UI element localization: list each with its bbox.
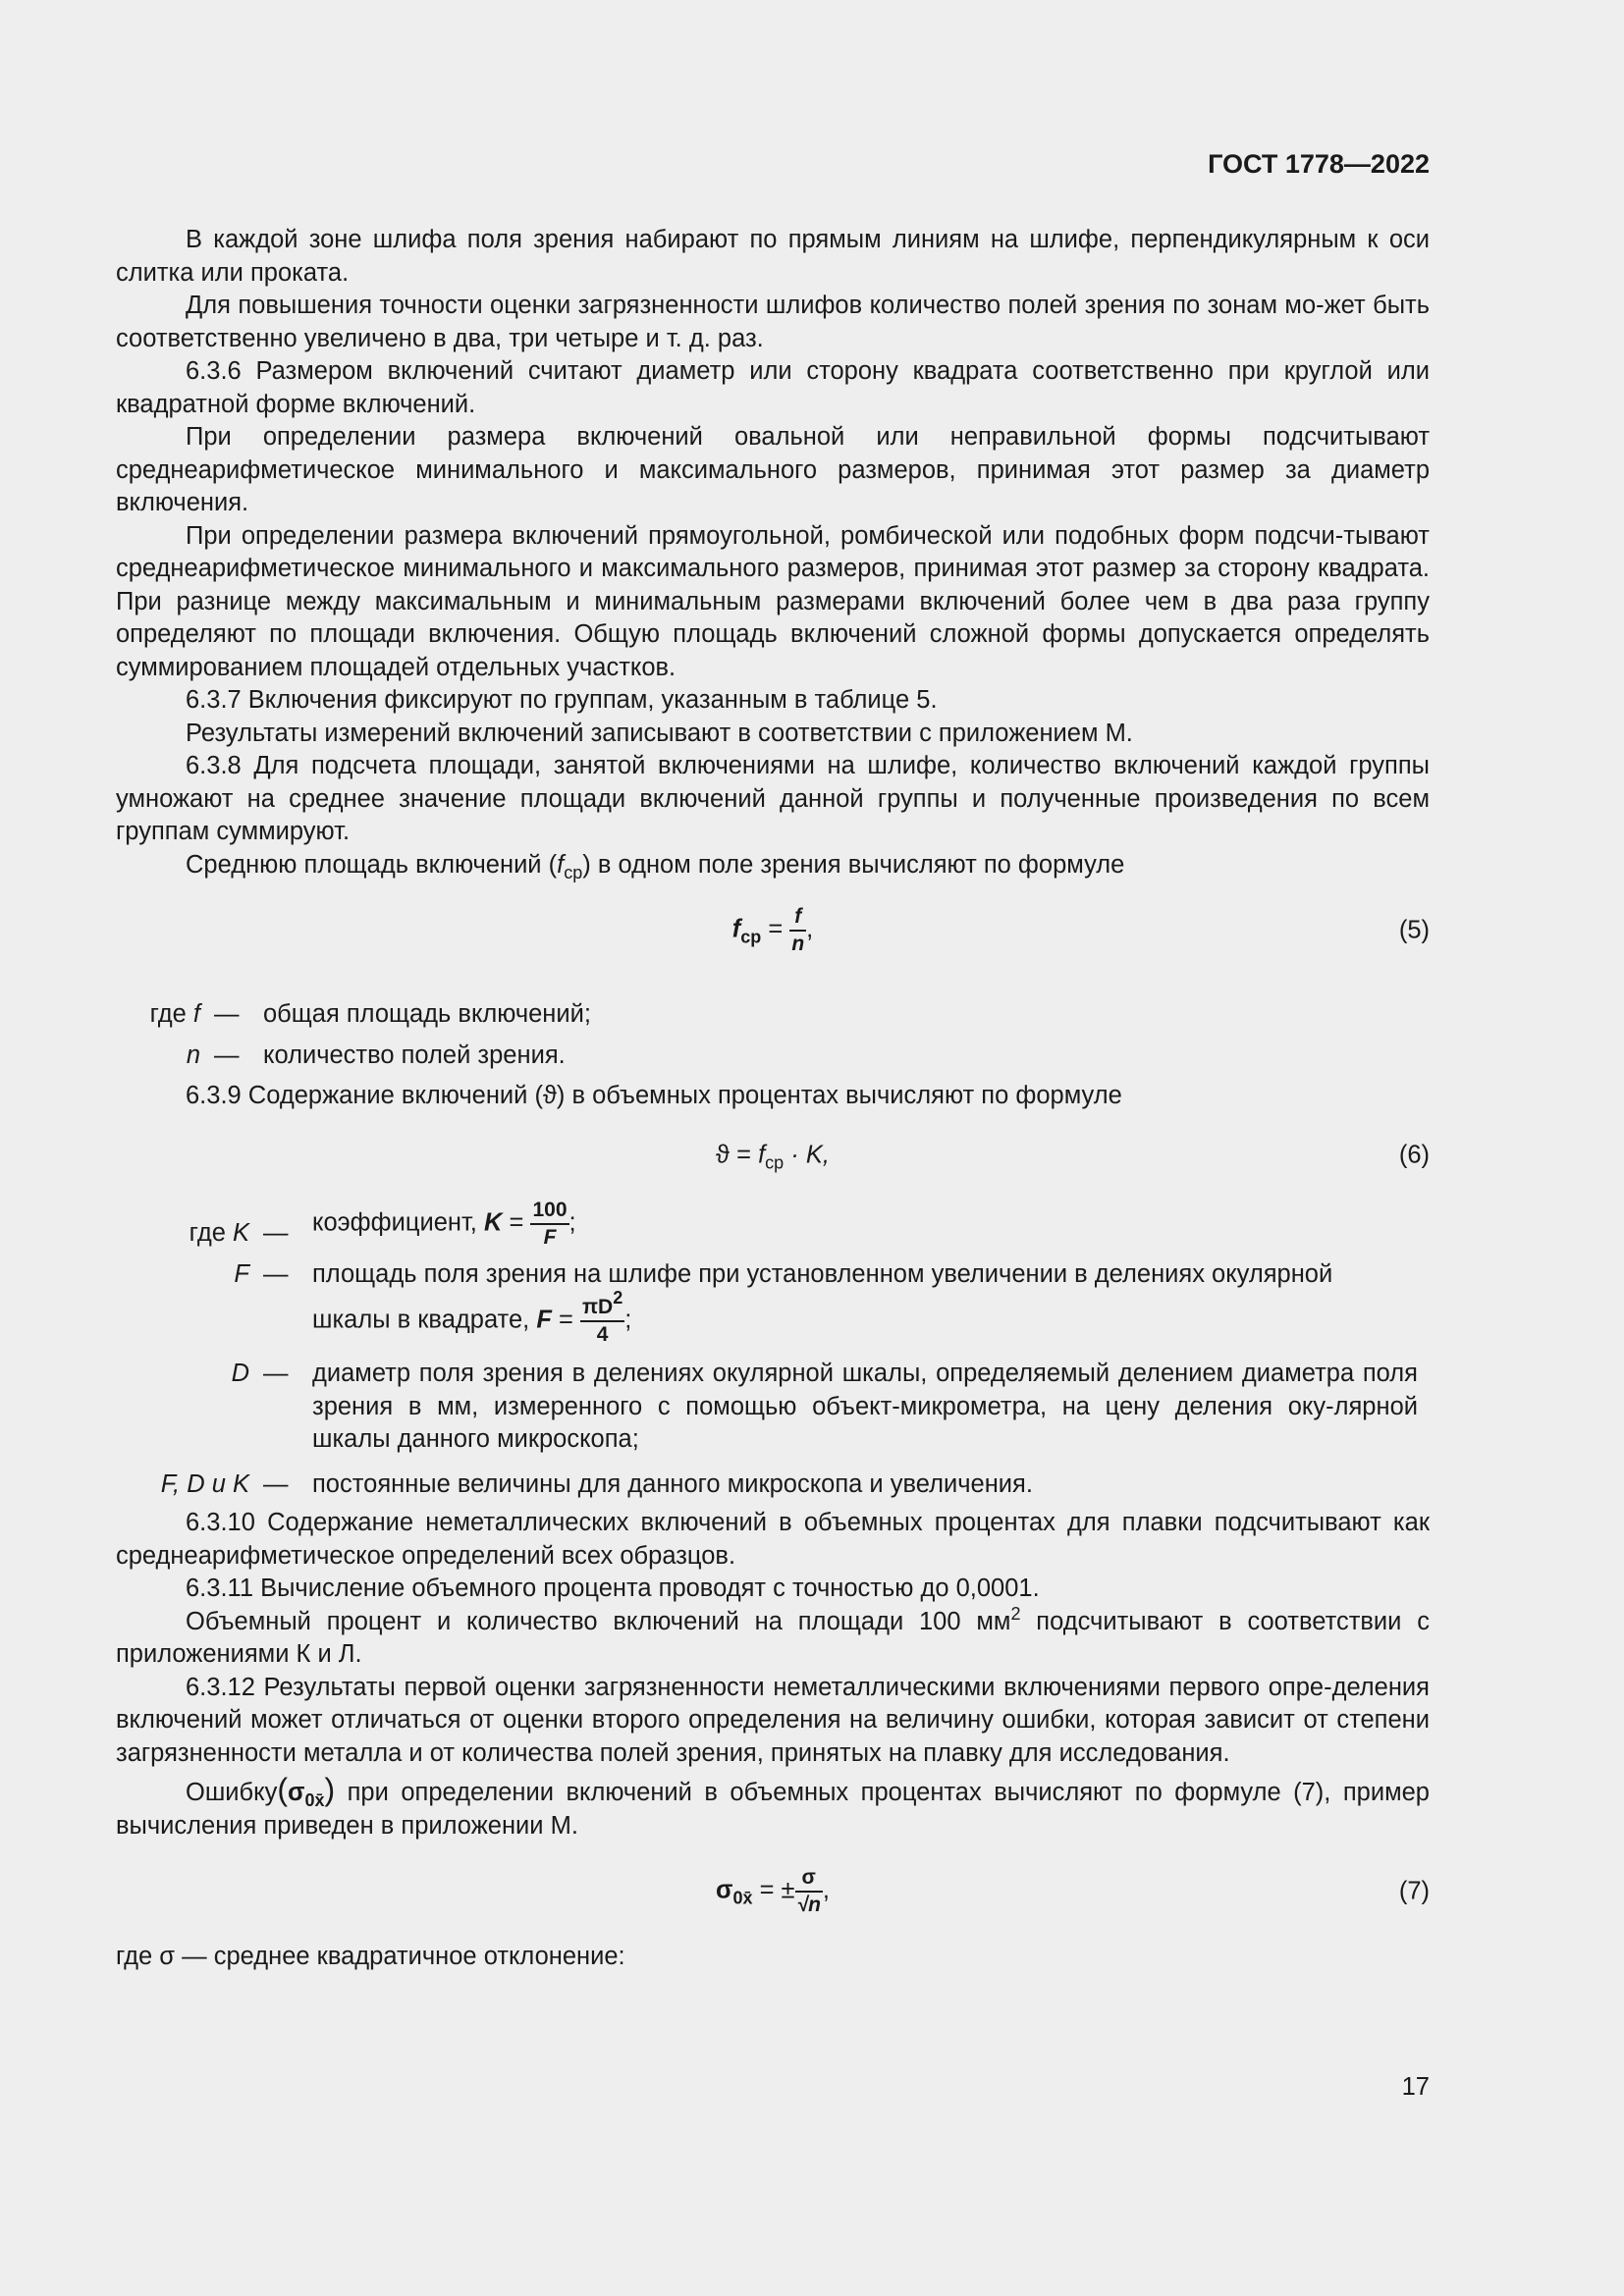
paragraph: Результаты измерений включений записывают в соответствии с приложением М.	[186, 719, 1133, 747]
paragraph: В каждой зоне шлифа поля зрения набирают по прямым линиям на шлифе, перпендикулярным к оси слитка или проката.	[116, 226, 1430, 287]
where-dash: —	[214, 1041, 240, 1069]
numerator: σ	[795, 1865, 823, 1893]
paragraph: При определении размера включений овальной или неправильной формы подсчитывают среднеарифметическое минимального и максимального размеров, принимая этот размер за диаметр включения.	[116, 423, 1430, 516]
where-description: количество полей зрения.	[263, 1041, 566, 1069]
superscript: 2	[1010, 1603, 1021, 1624]
where-symbol	[116, 1258, 263, 1359]
formula-rest: · K,	[784, 1140, 830, 1168]
text: при определении включений в объемных процентах вычисляют по формуле (7), пример вычисления приведен в приложении М.	[116, 1779, 1430, 1840]
formula-7	[116, 1842, 1430, 1941]
formula-5-expression	[116, 904, 1430, 957]
paragraph-6-3-9: 6.3.9 Содержание включений (ϑ) в объемных процентах вычисляют по формуле	[186, 1082, 1122, 1109]
where-dash: —	[263, 1259, 289, 1288]
variable: f	[758, 1140, 766, 1168]
where-text: площадь поля зрения на шлифе при установленном увеличении в делениях окулярной	[312, 1259, 1333, 1288]
paragraph	[116, 1603, 1430, 1672]
paren-close: )	[324, 1772, 336, 1807]
fraction	[789, 904, 806, 957]
subscript: ср	[564, 862, 583, 882]
where-symbol	[116, 1198, 263, 1258]
where-symbol	[116, 1035, 214, 1076]
paragraph-error-intro	[116, 1774, 1430, 1842]
paragraph-6-3-10: 6.3.10 Содержание неметаллических включений в объемных процентах для плавки подсчитывают как среднеарифметическое определений всех образцов.	[116, 1509, 1430, 1570]
fraction	[580, 1288, 624, 1348]
denominator: n	[791, 933, 805, 955]
text: подсчитывают в соответствии с приложениями К и Л.	[116, 1607, 1430, 1668]
paragraph-6-3-12: 6.3.12 Результаты первой оценки загрязненности неметаллическими включениями первого опре-деления включений может отличаться от оценки второго определения на величину ошибки, которая зависит от степени загрязненности металла и от количества полей зрения, принятых на плавку для исследования.	[116, 1673, 1430, 1767]
where-dash: —	[263, 1469, 289, 1498]
paragraph: При определении размера включений прямоугольной, ромбической или подобных форм подсчи-тывают среднеарифметическое минимального и максимального размеров, принимая этот размер за сторону квадрата. При разнице между максимальным и минимальным размерами включений более чем в два раза группу определяют по площади включения. Общую площадь включений сложной формы допускается определять суммированием площадей отдельных участков.	[116, 521, 1430, 681]
fraction	[530, 1198, 568, 1251]
where-variable: D	[231, 1360, 249, 1387]
equals-sign: =	[768, 915, 784, 943]
paragraph-6-3-11: 6.3.11 Вычисление объемного процента проводят с точностью до 0,0001.	[186, 1575, 1040, 1602]
formula-lhs-sub: ср	[740, 927, 762, 947]
text: Объемный процент и количество включений на площади 100 мм	[186, 1607, 1011, 1635]
page-number: 17	[1401, 2073, 1430, 2101]
paragraph-6-3-6: 6.3.6 Размером включений считают диаметр или сторону квадрата соответственно при круглой или квадратной форме включений.	[116, 357, 1430, 418]
where-description: общая площадь включений;	[263, 1000, 591, 1028]
formula-6-expression	[116, 1139, 1430, 1172]
text: ) в одном поле зрения вычисляют по формуле	[582, 850, 1125, 879]
where-text-line2: шкалы в квадрате, F = $\frac{\pi D^2}{4}$ ;	[312, 1288, 632, 1346]
formula-number: (6)	[1398, 1140, 1430, 1168]
subscript: 0x̄	[304, 1790, 325, 1810]
subscript: ср	[765, 1151, 785, 1172]
where-variable: F	[234, 1259, 249, 1288]
formula-lhs-sub: 0x̄	[732, 1888, 753, 1908]
where-variable: K	[232, 1218, 249, 1247]
where-list-1	[116, 993, 1430, 1076]
paren-open: (	[277, 1772, 288, 1807]
where-dash: —	[263, 1360, 289, 1387]
paragraph-6-3-7: 6.3.7 Включения фиксируют по группам, указанным в таблице 5.	[186, 686, 938, 714]
numerator	[580, 1288, 624, 1322]
where-symbol: F, D и K	[160, 1469, 249, 1498]
formula-lhs: F	[536, 1306, 552, 1334]
where-variable: f	[192, 1000, 200, 1028]
formula-tail: ;	[624, 1306, 632, 1334]
text: Среднюю площадь включений (	[186, 850, 558, 879]
where-description	[312, 1258, 1430, 1359]
standard-header: ГОСТ 1778—2022	[1208, 149, 1430, 179]
numerator: 100	[530, 1198, 568, 1225]
where-list-2	[116, 1198, 1430, 1502]
formula-tail: ,	[822, 1876, 830, 1904]
where-dash: —	[263, 1218, 289, 1247]
numerator: f	[789, 904, 806, 932]
formula-lhs: ϑ =	[716, 1140, 759, 1168]
where-description: коэффициент, K = $\frac{100}{F}$ ;	[312, 1198, 576, 1249]
text: Ошибку	[186, 1779, 278, 1806]
formula-6	[116, 1113, 1430, 1198]
where-variable: n	[186, 1041, 200, 1069]
formula-tail: ,	[806, 915, 814, 943]
variable: f	[557, 850, 565, 879]
paragraph-6-3-8: 6.3.8 Для подсчета площади, занятой включениями на шлифе, количество включений каждой группы умножают на среднее значение площади включений данной группы и полученные произведения по всем группам суммируют.	[116, 752, 1430, 845]
formula-lhs: σ	[715, 1876, 733, 1904]
formula-number: (5)	[1398, 916, 1430, 944]
formula-tail: ;	[568, 1208, 576, 1237]
formula-5	[116, 881, 1430, 980]
formula-lhs: K	[484, 1208, 503, 1237]
where-text: коэффициент,	[312, 1208, 477, 1237]
numerator-text: πD	[581, 1296, 614, 1318]
where-symbol	[116, 1358, 263, 1468]
denominator: 4	[596, 1323, 609, 1346]
where-prefix: где	[149, 1000, 187, 1028]
paragraph-formula-intro	[116, 849, 1430, 882]
denominator: F	[543, 1225, 557, 1249]
formula-number: (7)	[1398, 1877, 1430, 1905]
sigma-symbol: σ	[288, 1779, 305, 1806]
where-description: диаметр поля зрения в делениях окулярной шкалы, определяемый делением диаметра поля зрения в мм, измеренного с помощью объект-микрометра, на цену деления оку-лярной шкалы данного микроскопа;	[312, 1360, 1418, 1453]
paragraph-sigma-definition: где σ — среднее квадратичное отклонение:	[116, 1943, 625, 1970]
where-dash: —	[214, 1000, 240, 1028]
where-description: постоянные величины для данного микроскопа и увеличения.	[312, 1469, 1033, 1498]
where-prefix: где	[189, 1218, 226, 1247]
where-symbol	[116, 993, 214, 1035]
formula-7-expression	[116, 1865, 1430, 1918]
formula-lhs: f	[731, 915, 741, 943]
paragraph: Для повышения точности оценки загрязненности шлифов количество полей зрения по зонам мо-жет быть соответственно увеличено в два, три четыре и т. д. раз.	[116, 292, 1430, 352]
document-body	[116, 224, 1430, 1974]
equals-sign: = ±	[759, 1876, 795, 1904]
superscript: 2	[613, 1288, 623, 1308]
where-text: шкалы в квадрате,	[312, 1306, 530, 1334]
fraction	[795, 1865, 823, 1918]
denominator: √n	[796, 1894, 821, 1916]
